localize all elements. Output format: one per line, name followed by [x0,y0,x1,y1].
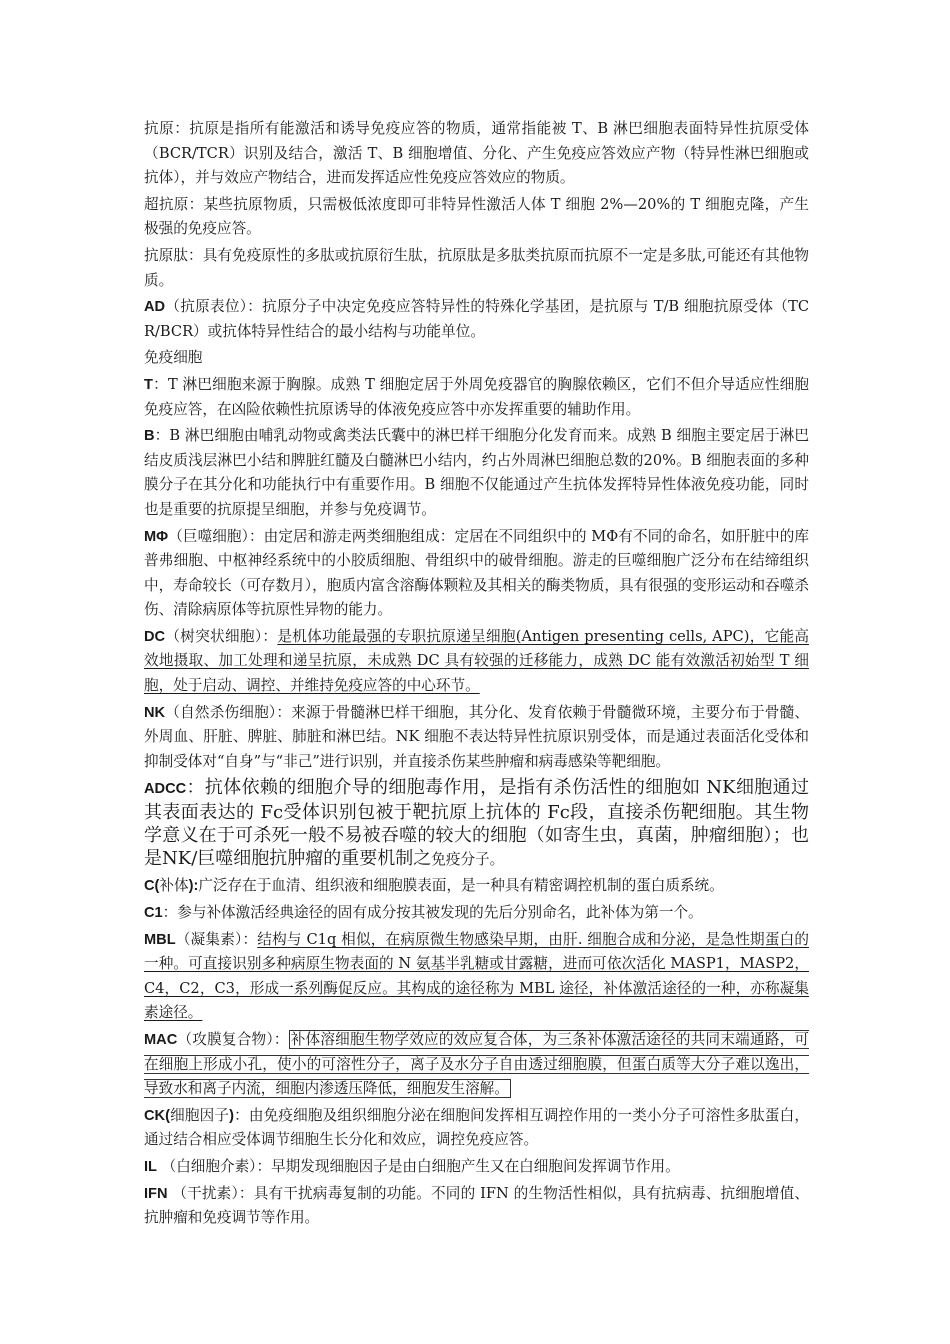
term-label: C( [144,878,160,895]
term-label: MAC [144,1032,178,1048]
paragraph-nk-cell [144,701,809,775]
paragraph-cytokine [144,1104,809,1153]
paragraph-mbl [144,928,809,1026]
paragraph-antigen-peptide [144,244,809,293]
term-label-close: ): [188,878,199,895]
paragraph-epitope [144,295,809,344]
paragraph-b-cell [144,424,809,522]
paragraph-c1 [144,901,809,926]
paragraph-text: 抗原：抗原是指所有能激活和诱导免疫应答的物质，通常指能被 T、B 淋巴细胞表面特异性抗原受体（BCR/TCR）识别及结合，激活 T、B 细胞增值、分化、产生免疫应答效应产物（特异性淋巴细胞或抗体），并与效应产物结合，进而发挥适应性免疫应答效应的物质。 [144,120,809,187]
document-body [144,117,809,1233]
term-label: CK( [144,1107,170,1124]
paragraph-text: 抗原肽：具有免疫原性的多肽或抗原衍生肽，抗原肽是多肽类抗原而抗原不一定是多肽,可能还有其他物质。 [144,246,809,289]
term-label: NK [144,704,166,721]
underlined-text: 是机体功能最强的专职抗原递呈细胞(Antigen presenting cells, APC)，它能高效地摄取、加工处理和递呈抗原，未成熟 DC 具有较强的迁移能力，成熟 DC 能有效激活初始型 T 细胞，处于启动、调控、并维持免疫应答的中心环节。 [144,627,809,695]
term-label: MΦ [144,528,169,545]
paragraph-text: （白细胞介素）：早期发现细胞因子是由白细胞产生又在白细胞间发挥调节作用。 [156,1157,680,1175]
term-name-text: 细胞因子 [169,1106,230,1124]
boxed-text: 补体溶细胞生物学效应的效应复合体，为三条补体激活途径的共同末端通路，可在细胞上形成小孔，使小的可溶性分子，离子及水分子自由透过细胞膜，但蛋白质等大分子难以逸出，导致水和离子内流，细胞内渗透压降低，细胞发生溶解。 [144,1031,809,1098]
paragraph-mac [144,1028,809,1102]
paragraph-complement [144,874,809,899]
paragraph-macrophage [144,525,809,623]
paragraph-text: ：B 淋巴细胞由哺乳动物或禽类法氏囊中的淋巴样干细胞分化发育而来。成熟 B 细胞主要定居于淋巴结皮质浅层淋巴小结和脾脏红髓及白髓淋巴小结内，约占外周淋巴细胞总数的20%。B 细胞表面的多种膜分子在其分化和功能执行中有重要作用。B 细胞不仅能通过产生抗体发挥特异性体液免疫功能，同时也是重要的抗原提呈细胞，并参与免疫调节。 [144,427,809,518]
paragraph-superantigen [144,193,809,242]
paragraph-text: （干扰素）：具有干扰病毒复制的功能。不同的 IFN 的生物活性相似，具有抗病毒、抗细胞增值、抗肿瘤和免疫调节等作用。 [144,1184,809,1227]
term-label: IL [144,1158,157,1175]
paragraph-antigen [144,117,809,191]
paragraph-text: （树突状细胞）： [165,627,278,645]
paragraph-text: （攻膜复合物）： [177,1031,289,1048]
paragraph-text: （抗原表位）：抗原分子中决定免疫应答特异性的特殊化学基团，是抗原与 T/B 细胞抗原受体（TCR/BCR）或抗体特异性结合的最小结构与功能单位。 [144,298,809,340]
term-label: AD [144,299,166,316]
term-label-close: ) [229,1107,234,1124]
paragraph-dendritic-cell [144,625,809,699]
term-label: C1 [144,905,163,922]
paragraph-adcc [144,776,809,871]
paragraph-text: 超抗原：某些抗原物质，只需极低浓度即可非特异性激活人体 T 细胞 2%—20%的 T 细胞克隆，产生极强的免疫应答。 [144,195,809,238]
paragraph-text: （凝集素）： [175,930,258,948]
paragraph-tail-text: 免疫分子。 [431,851,505,869]
term-label: ADCC [144,781,187,798]
paragraph-text: ：由免疫细胞及组织细胞分泌在细胞间发挥相互调控作用的一类小分子可溶性多肽蛋白，通过结合相应受体调节细胞生长分化和效应，调控免疫应答。 [144,1106,809,1149]
underlined-text: 结构与 C1q 相似，在病原微生物感染早期，由肝. 细胞合成和分泌，是急性期蛋白的一种。可直接识别多种病原生物表面的 N 氨基半乳糖或甘露糖，进而可依次活化 MASP1，MASP2，C4，C2，C3，形成一系列酶促反应。其构成的途径称为 MBL 途径，补体激活途径的一种，亦称凝集素途径。 [144,930,810,1022]
paragraph-text: （巨噬细胞）：由定居和游走两类细胞组成：定居在不同组织中的 MΦ有不同的命名，如肝脏中的库普弗细胞、中枢神经系统中的小胶质细胞、骨组织中的破骨细胞。游走的巨噬细胞广泛分布在结缔组织中，寿命较长（可存数月），胞质内富含溶酶体颗粒及其相关的酶类物质，具有很强的变形运动和吞噬杀伤、清除病原体等抗原性异物的能力。 [144,527,809,619]
paragraph-text: ：抗体依赖的细胞介导的细胞毒作用，是指有杀伤活性的细胞如 NK细胞通过其表面表达的 Fc受体识别包被于靶抗原上抗体的 Fc段，直接杀伤靶细胞。其生物学意义在于可杀死一般不易被吞噬的较大的细胞（如寄生虫，真菌，肿瘤细胞）；也是NK/巨噬细胞抗肿瘤的重要机制之 [144,777,809,870]
term-name-text: 补体 [159,877,189,895]
section-heading-immune-cells [144,346,809,371]
term-label: B [144,428,155,445]
paragraph-interferon [144,1182,809,1231]
term-label: DC [144,628,166,645]
term-label: IFN [144,1185,168,1202]
paragraph-text: ：T 淋巴细胞来源于胸腺。成熟 T 细胞定居于外周免疫器官的胸腺依赖区，它们不但介导适应性细胞免疫应答，在凶险依赖性抗原诱导的体液免疫应答中亦发挥重要的辅助作用。 [144,375,809,418]
paragraph-text: ：参与补体激活经典途径的固有成分按其被发现的先后分别命名，此补体为第一个。 [162,904,703,922]
paragraph-text: 广泛存在于血清、组织液和细胞膜表面，是一种具有精密调控机制的蛋白质系统。 [198,877,724,895]
paragraph-text: （自然杀伤细胞）：来源于骨髓淋巴样干细胞，其分化、发育依赖于骨髓微环境，主要分布于骨髓、外周血、肝脏、脾脏、肺脏和淋巴结。NK 细胞不表达特异性抗原识别受体，而是通过表面活化受体和抑制受体对“自身”与“非己”进行识别，并直接杀伤某些肿瘤和病毒感染等靶细胞。 [144,703,809,770]
term-label: MBL [144,931,176,948]
term-label: T [144,376,153,393]
paragraph-t-cell [144,373,809,422]
paragraph-interleukin [144,1155,809,1180]
section-heading-text: 免疫细胞 [144,349,203,367]
